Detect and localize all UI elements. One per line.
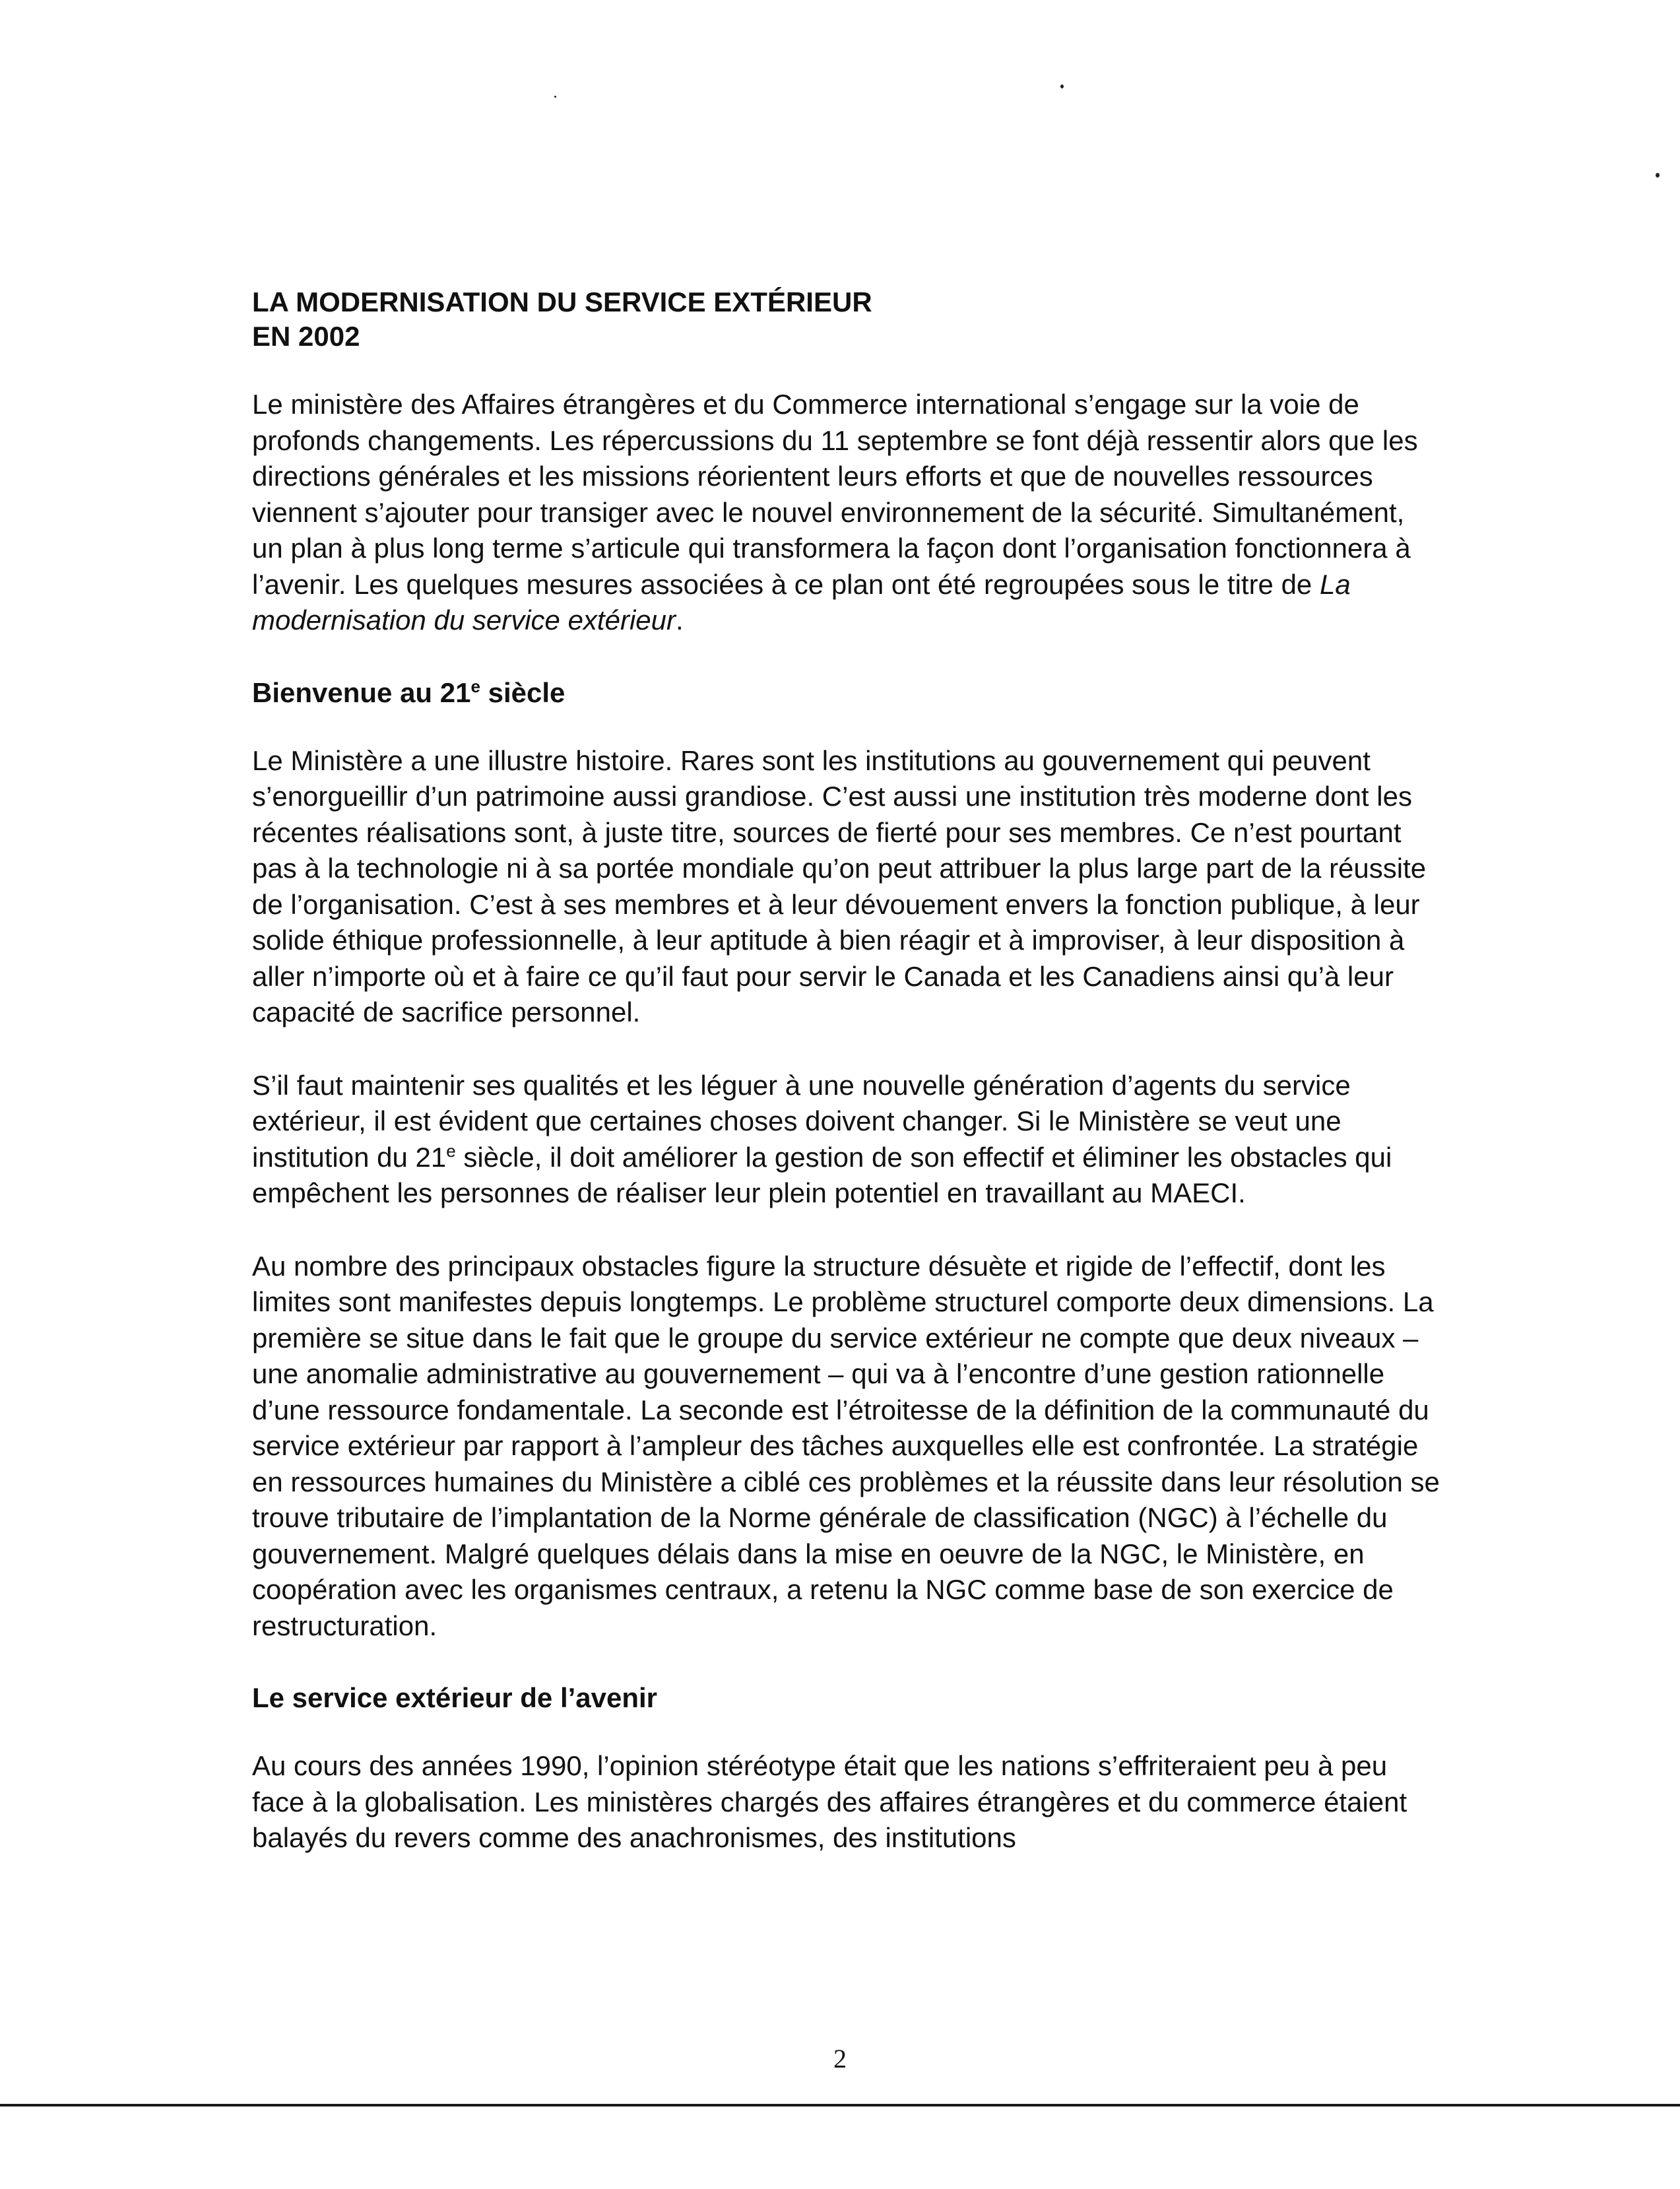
intro-end: . [675, 604, 684, 636]
section-heading-service-avenir: Le service extérieur de l’avenir [252, 1682, 658, 1713]
paragraph: Au nombre des principaux obstacles figure la structure désuète et rigide de l’effectif, dont les limites sont manifestes depuis longtemps. Le problème structurel comporte deux dimensions. La première se situe dans le fait que le groupe du service extérieur ne compte que deux niveaux – une anomalie administrative au gouvernement – qui va à l’encontre d’une gestion rationnelle d’une ressource fondamentale. La seconde est l’étroitesse de la définition de la communauté du service extérieur par rapport à l’ampleur des tâches auxquelles elle est confrontée. La stratégie en ressources humaines du Ministère a ciblé ces problèmes et la réussite dans leur résolution se trouve tributaire de l’implantation de la Norme générale de classification (NGC) à l’échelle du gouvernement. Malgré quelques délais dans la mise en oeuvre de la NGC, le Ministère, en coopération avec les organismes centraux, a retenu la NGC comme base de son exercice de restructuration. [252, 1250, 1440, 1641]
section-heading-21e-siecle [252, 676, 1440, 710]
superscript: e [446, 1140, 456, 1161]
intro-italic-title: La modernisation du service extérieur [252, 568, 1351, 636]
heading-text: Bienvenue au 21 [252, 676, 471, 708]
paragraph: Au cours des années 1990, l’opinion stéréotype était que les nations s’effriteraient peu à peu face à la globalisation. Les ministères chargés des affaires étrangères et du commerce étaient balayés du revers comme des anachronismes, des institutions [252, 1750, 1407, 1853]
scan-speck [1060, 84, 1064, 88]
footer-rule [0, 2104, 1680, 2107]
document-body [252, 285, 1440, 1893]
heading-text-end: siècle [480, 676, 565, 708]
paragraph [252, 1068, 1440, 1212]
scan-speck [1656, 173, 1660, 178]
heading-superscript: e [470, 676, 480, 696]
scan-speck [554, 96, 556, 98]
paragraph: Le Ministère a une illustre histoire. Rares sont les institutions au gouvernement qui peuvent s’enorgueillir d’un patrimoine aussi grandiose. C’est aussi une institution très moderne dont les récentes réalisations sont, à juste titre, sources de fierté pour ses membres. Ce n’est pourtant pas à la technologie ni à sa portée mondiale qu’on peut attribuer la plus large part de la réussite de l’organisation. C’est à ses membres et à leur dévouement envers la fonction publique, à leur solide éthique professionnelle, à leur aptitude à bien réagir et à improviser, à leur disposition à aller n’importe où et à faire ce qu’il faut pour servir le Canada et les Canadiens ainsi qu’à leur capacité de sacrifice personnel. [252, 744, 1427, 1028]
document-title [252, 285, 1440, 354]
paragraph-text: S’il faut maintenir ses qualités et les léguer à une nouvelle génération d’agents du service extérieur, il est évident que certaines choses doivent changer. Si le Ministère se veut une institution du 21 [252, 1069, 1351, 1173]
title-line-1: LA MODERNISATION DU SERVICE EXTÉRIEUR [252, 286, 872, 317]
paragraph-text-end: siècle, il doit améliorer la gestion de son effectif et éliminer les obstacles qui empêchent les personnes de réaliser leur plein potentiel en travaillant au MAECI. [252, 1141, 1392, 1208]
intro-text: Le ministère des Affaires étrangères et du Commerce international s’engage sur la voie de profonds changements. Les répercussions du 11 septembre se font déjà ressentir alors que les directions générales et les missions réorientent leurs efforts et que de nouvelles ressources viennent s’ajouter pour transiger avec le nouvel environnement de la sécurité. Simultanément, un plan à plus long terme s’articule qui transformera la façon dont l’organisation fonctionnera à l’avenir. Les quelques mesures associées à ce plan ont été regroupées sous le titre de [252, 389, 1418, 600]
intro-paragraph [252, 387, 1440, 639]
page-number: 2 [833, 2044, 847, 2074]
title-line-2: EN 2002 [252, 321, 360, 352]
